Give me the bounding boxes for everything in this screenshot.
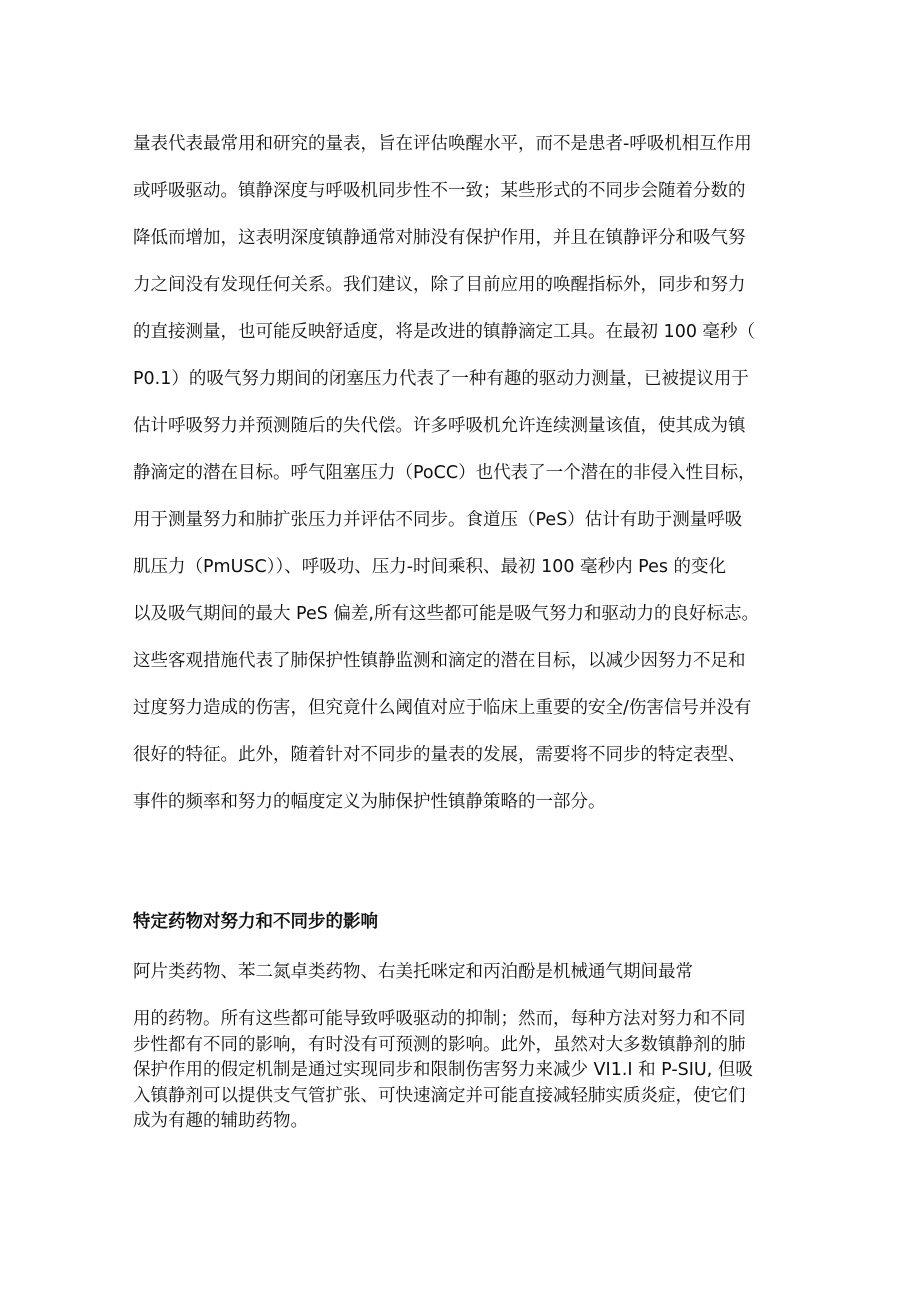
paragraph-line: 量表代表最常用和研究的量表，旨在评估唤醒水平，而不是患者-呼吸机相互作用: [133, 134, 752, 154]
paragraph-line: 降低而增加，这表明深度镇静通常对肺没有保护作用，并且在镇静评分和吸气努: [133, 228, 746, 248]
paragraph-sedation-monitoring: [133, 126, 808, 831]
section-heading: 特定药物对努力和不同步的影响: [133, 912, 378, 932]
paragraph-line: 用于测量努力和肺扩张压力并评估不同步。食道压（PeS）估计有助于测量呼吸: [133, 510, 743, 530]
paragraph-line: 保护作用的假定机制是通过实现同步和限制伤害努力来减少 VI1.I 和 P-SIU, 但吸: [133, 1060, 753, 1080]
paragraph-line: 肌压力（PmUSC））、呼吸功、压力-时间乘积、最初 100 毫秒内 Pes 的变化: [133, 557, 727, 577]
paragraph-line: P0.1）的吸气努力期间的闭塞压力代表了一种有趣的驱动力测量，已被提议用于: [133, 369, 749, 389]
paragraph-line: 过度努力造成的伤害，但究竟什么阈值对应于临床上重要的安全/伤害信号并没有: [133, 698, 752, 718]
paragraph-line: 很好的特征。此外，随着针对不同步的量表的发展，需要将不同步的特定表型、: [133, 745, 746, 765]
paragraph-line: 入镇静剂可以提供支气管扩张、可快速滴定并可能直接减轻肺实质炎症，使它们: [133, 1085, 746, 1106]
paragraph-line: 步性都有不同的影响，有时没有可预测的影响。此外，虽然对大多数镇静剂的肺: [133, 1034, 746, 1055]
paragraph-line: 的直接测量，也可能反映舒适度，将是改进的镇静滴定工具。在最初 100 毫秒（: [133, 322, 756, 342]
paragraph-line: 这些客观措施代表了肺保护性镇静监测和滴定的潜在目标，以减少因努力不足和: [133, 651, 746, 671]
paragraph-line: 成为有趣的辅助药物。: [133, 1111, 308, 1131]
paragraph-line: 静滴定的潜在目标。呼气阻塞压力（PoCC）也代表了一个潜在的非侵入性目标，: [133, 463, 756, 483]
paragraph-line: 用的药物。所有这些都可能导致呼吸驱动的抑制；然而，每种方法对努力和不同: [133, 1009, 746, 1029]
paragraph-line: 事件的频率和努力的幅度定义为肺保护性镇静策略的一部分。: [133, 792, 606, 812]
paragraph-line: 力之间没有发现任何关系。我们建议，除了目前应用的唤醒指标外，同步和努力: [133, 275, 746, 295]
paragraph-line: 估计呼吸努力并预测随后的失代偿。许多呼吸机允许连续测量该值，使其成为镇: [133, 416, 746, 436]
paragraph-drug-effects: [133, 1007, 808, 1135]
intro-line: 阿片类药物、苯二氮卓类药物、右美托咪定和丙泊酚是机械通气期间最常: [133, 962, 693, 982]
paragraph-line: 或呼吸驱动。镇静深度与呼吸机同步性不一致；某些形式的不同步会随着分数的: [133, 181, 746, 201]
paragraph-line: 以及吸气期间的最大 PeS 偏差,所有这些都可能是吸气努力和驱动力的良好标志。: [133, 604, 759, 624]
